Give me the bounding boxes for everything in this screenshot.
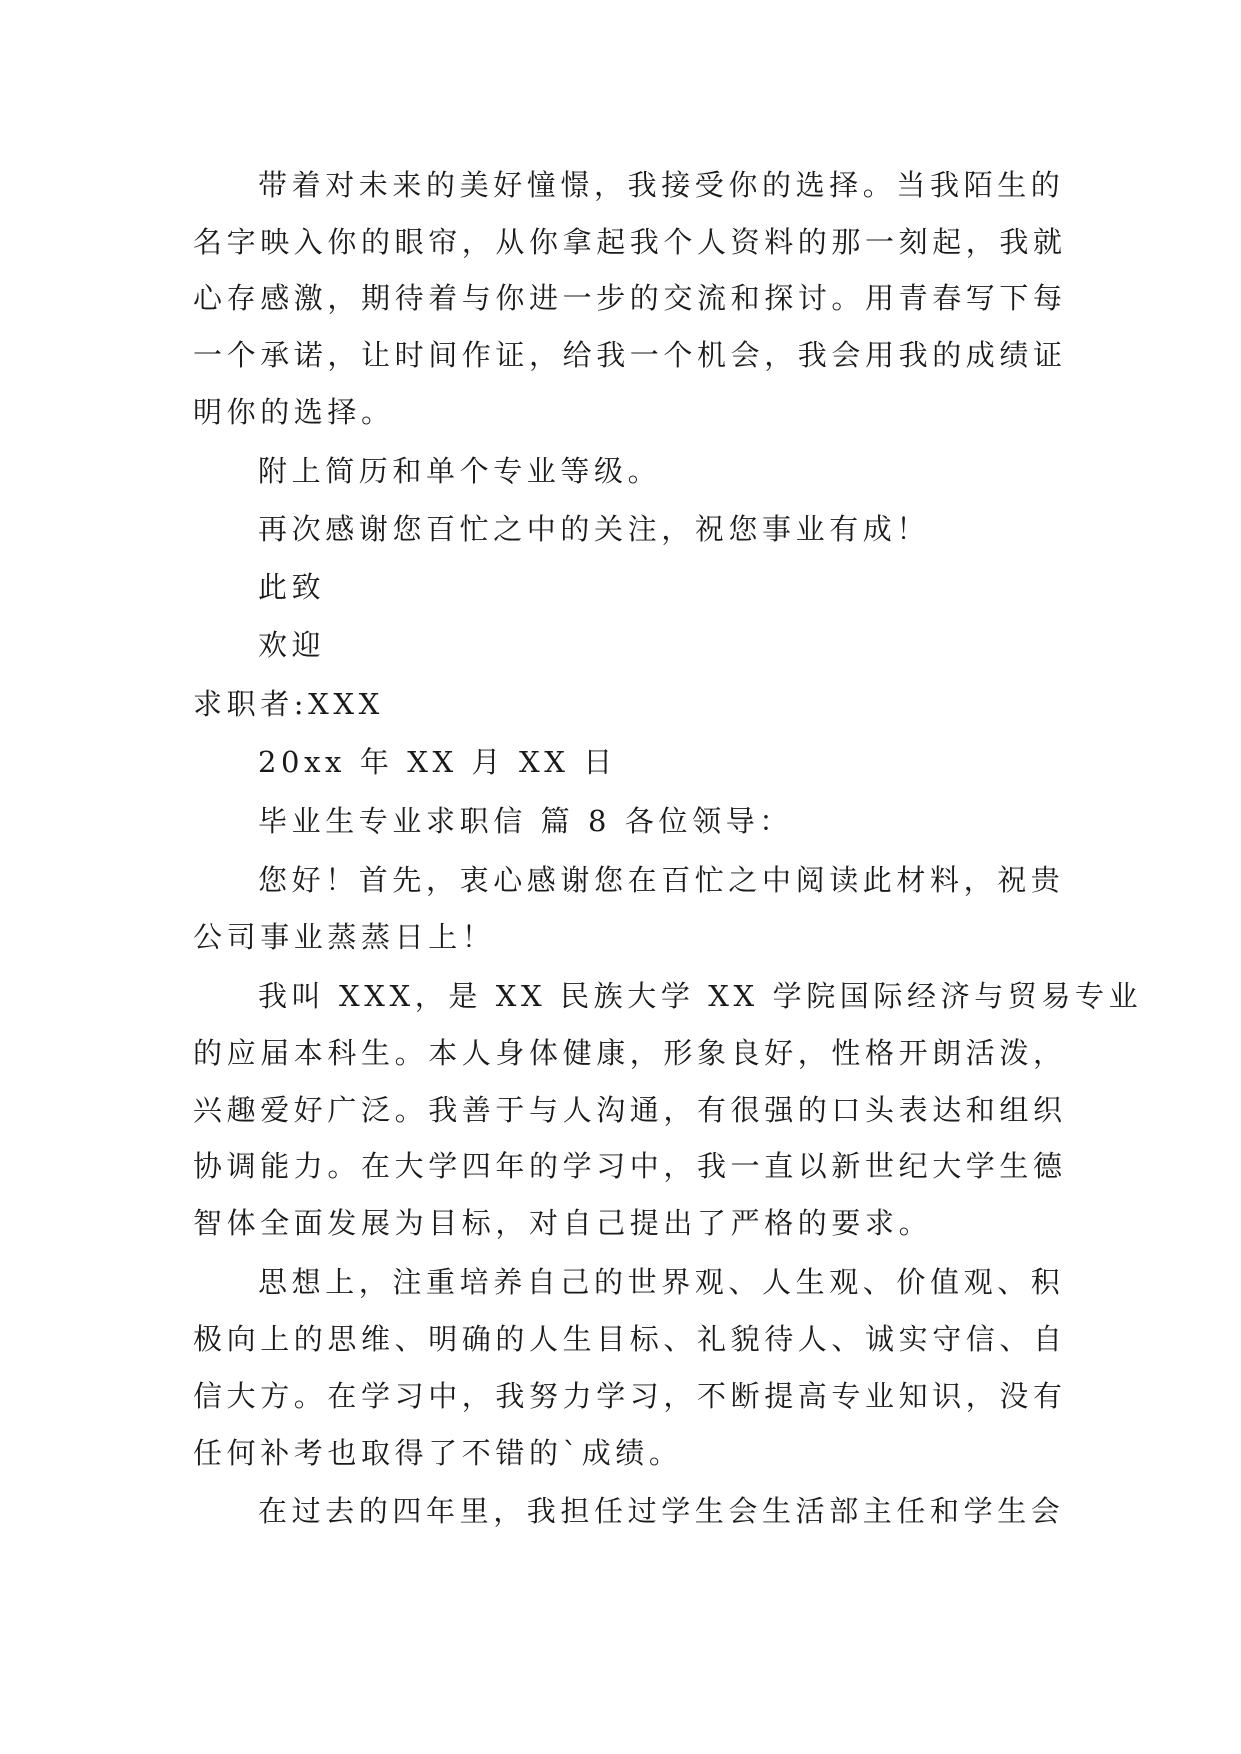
paragraph-line: 公司事业蒸蒸日上！ — [193, 920, 496, 954]
signature-line: 求职者:XXX — [193, 687, 384, 721]
paragraph-line: 我叫 XXX，是 XX 民族大学 XX 学院国际经济与贸易专业 — [258, 979, 1143, 1013]
paragraph-line: 思想上，注重培养自己的世界观、人生观、价值观、积 — [258, 1265, 1065, 1299]
paragraph-line: 兴趣爱好广泛。我善于与人沟通，有很强的口头表达和组织 — [193, 1093, 1067, 1127]
paragraph-line: 心存感激，期待着与你进一步的交流和探讨。用青春写下每 — [193, 281, 1067, 315]
paragraph-line: 智体全面发展为目标，对自己提出了严格的要求。 — [193, 1206, 933, 1240]
paragraph-line: 信大方。在学习中，我努力学习，不断提高专业知识，没有 — [193, 1379, 1067, 1413]
paragraph-line: 极向上的思维、明确的人生目标、礼貌待人、诚实守信、自 — [193, 1322, 1067, 1356]
paragraph-line: 带着对未来的美好憧憬，我接受你的选择。当我陌生的 — [258, 168, 1065, 202]
paragraph-line: 任何补考也取得了不错的`成绩。 — [193, 1436, 683, 1470]
paragraph-line: 名字映入你的眼帘，从你拿起我个人资料的那一刻起，我就 — [193, 225, 1067, 259]
section-heading: 毕业生专业求职信 篇 8 各位领导： — [258, 804, 793, 838]
closing-salutation: 欢迎 — [258, 628, 326, 662]
paragraph-line: 在过去的四年里，我担任过学生会生活部主任和学生会 — [258, 1494, 1065, 1528]
paragraph-line: 一个承诺，让时间作证，给我一个机会，我会用我的成绩证 — [193, 338, 1067, 372]
closing-salutation: 此致 — [258, 570, 326, 604]
paragraph-line: 附上简历和单个专业等级。 — [258, 454, 662, 488]
paragraph-line: 的应届本科生。本人身体健康，形象良好，性格开朗活泼， — [193, 1036, 1067, 1070]
paragraph-line: 再次感谢您百忙之中的关注，祝您事业有成！ — [258, 512, 931, 546]
paragraph-line: 明你的选择。 — [193, 395, 395, 429]
date-line: 20xx 年 XX 月 XX 日 — [258, 745, 617, 779]
paragraph-line: 您好！首先，衷心感谢您在百忙之中阅读此材料，祝贵 — [258, 863, 1065, 897]
paragraph-line: 协调能力。在大学四年的学习中，我一直以新世纪大学生德 — [193, 1149, 1067, 1183]
